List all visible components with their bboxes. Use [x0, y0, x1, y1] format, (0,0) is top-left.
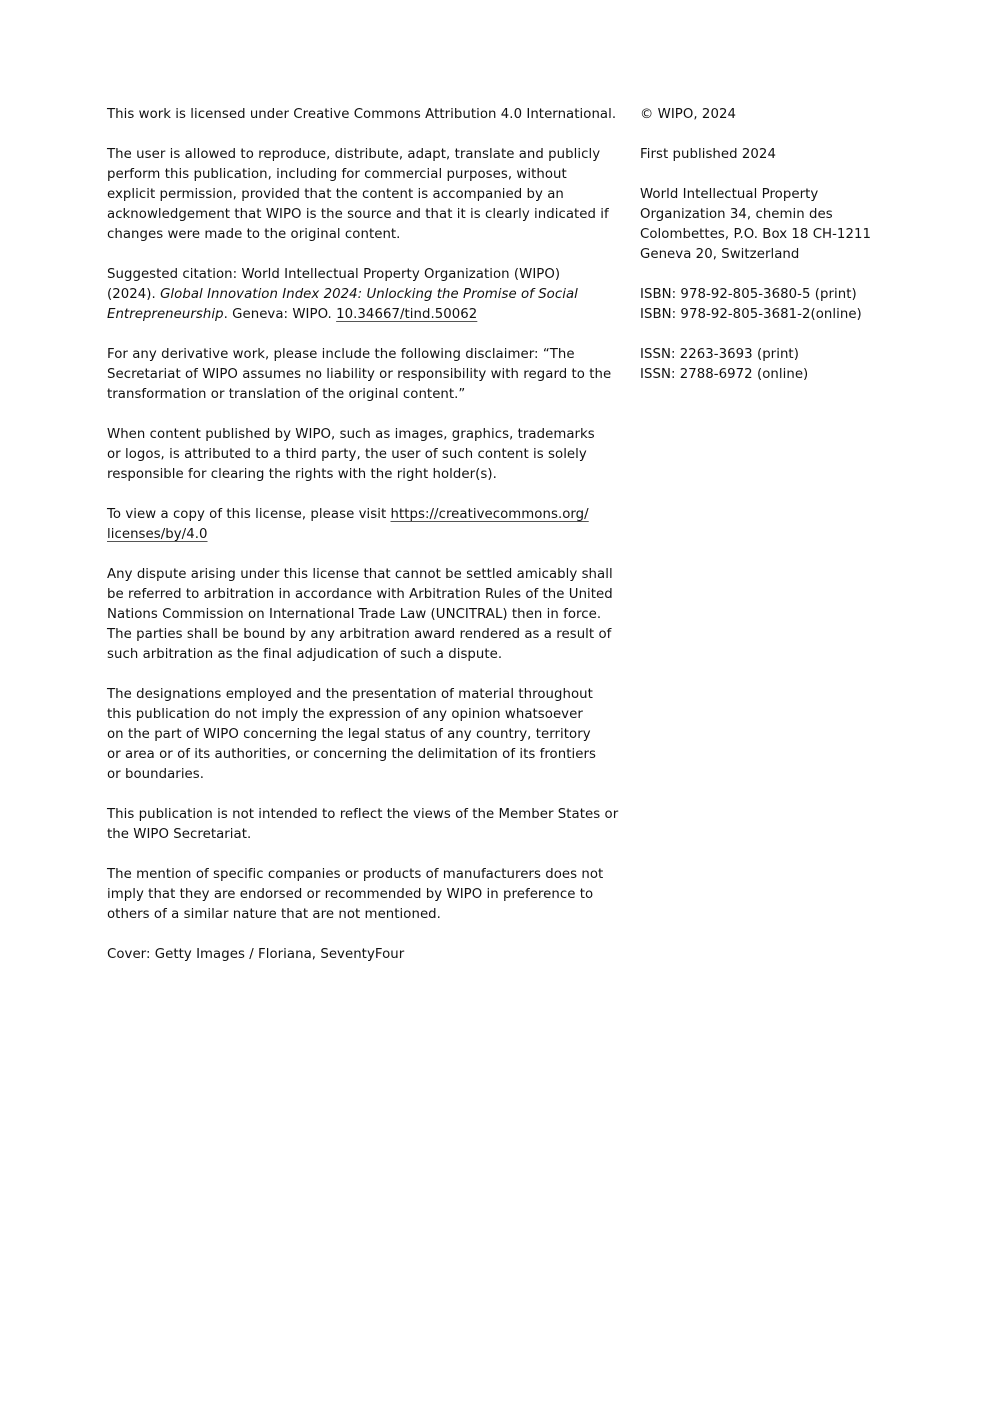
- citation-line: [107, 285, 627, 305]
- third-party-content-paragraph: [107, 425, 627, 485]
- derivative-line: Secretariat of WIPO assumes no liability or responsibility with regard to the: [107, 367, 612, 382]
- license-link-prefix: To view a copy of this license, please visit: [107, 507, 391, 522]
- doi-link[interactable]: 10.34667/tind.50062: [336, 307, 478, 322]
- cover-credit: [107, 945, 627, 965]
- citation-title-end: Entrepreneurship: [107, 307, 224, 322]
- suggested-citation-paragraph: [107, 265, 627, 325]
- designations-line: this publication do not imply the expression of any opinion whatsoever: [107, 707, 583, 722]
- license-link-line: [107, 505, 627, 525]
- derivative-line: For any derivative work, please include the following disclaimer: “The: [107, 347, 575, 362]
- dispute-paragraph: [107, 565, 627, 665]
- citation-year: (2024).: [107, 287, 161, 302]
- dispute-line: The parties shall be bound by any arbitration award rendered as a result of: [107, 627, 612, 642]
- usage-permission-line: perform this publication, including for commercial purposes, without: [107, 167, 567, 182]
- publisher-address: [640, 185, 900, 265]
- views-disclaimer-paragraph: [107, 805, 627, 845]
- license-intro-text: This work is licensed under Creative Commons Attribution 4.0 International.: [107, 107, 617, 122]
- derivative-disclaimer-paragraph: [107, 345, 627, 405]
- usage-permission-line: The user is allowed to reproduce, distribute, adapt, translate and publicly: [107, 147, 601, 162]
- issn-block: [640, 345, 900, 385]
- license-url-link[interactable]: https://creativecommons.org/: [390, 507, 589, 522]
- license-url-link-continued[interactable]: licenses/by/4.0: [107, 527, 208, 542]
- citation-publisher: . Geneva: WIPO.: [223, 307, 337, 322]
- designations-line: or boundaries.: [107, 767, 205, 782]
- citation-line: [107, 305, 627, 325]
- third-party-line: responsible for clearing the rights with the right holder(s).: [107, 467, 497, 482]
- cover-credit-text: Cover: Getty Images / Floriana, SeventyFour: [107, 947, 405, 962]
- views-line: the WIPO Secretariat.: [107, 827, 252, 842]
- mention-line: imply that they are endorsed or recommended by WIPO in preference to: [107, 887, 594, 902]
- citation-line: Suggested citation: World Intellectual Property Organization (WIPO): [107, 267, 561, 282]
- address-line: Geneva 20, Switzerland: [640, 247, 800, 262]
- usage-permission-line: changes were made to the original content.: [107, 227, 401, 242]
- mention-paragraph: [107, 865, 627, 925]
- license-column: [107, 105, 627, 985]
- license-link-line: [107, 525, 627, 545]
- mention-line: The mention of specific companies or products of manufacturers does not: [107, 867, 604, 882]
- designations-line: The designations employed and the presentation of material throughout: [107, 687, 593, 702]
- first-published: [640, 145, 900, 165]
- derivative-line: transformation or translation of the original content.”: [107, 387, 466, 402]
- usage-permission-line: acknowledgement that WIPO is the source and that it is clearly indicated if: [107, 207, 609, 222]
- dispute-line: Any dispute arising under this license that cannot be settled amicably shall: [107, 567, 613, 582]
- license-link-paragraph: [107, 505, 627, 545]
- third-party-line: or logos, is attributed to a third party, the user of such content is solely: [107, 447, 587, 462]
- address-line: Organization 34, chemin des: [640, 207, 833, 222]
- designations-line: on the part of WIPO concerning the legal status of any country, territory: [107, 727, 591, 742]
- dispute-line: such arbitration as the final adjudication of such a dispute.: [107, 647, 503, 662]
- dispute-line: be referred to arbitration in accordance with Arbitration Rules of the United: [107, 587, 613, 602]
- citation-title: Global Innovation Index 2024: Unlocking the Promise of Social: [160, 287, 578, 302]
- views-line: This publication is not intended to reflect the views of the Member States or: [107, 807, 619, 822]
- usage-permission-line: explicit permission, provided that the content is accompanied by an: [107, 187, 564, 202]
- copyright-notice: [640, 105, 900, 125]
- address-line: World Intellectual Property: [640, 187, 819, 202]
- issn-print: ISSN: 2263-3693 (print): [640, 347, 799, 362]
- first-published-text: First published 2024: [640, 147, 776, 162]
- designations-paragraph: [107, 685, 627, 785]
- isbn-block: [640, 285, 900, 325]
- mention-line: others of a similar nature that are not mentioned.: [107, 907, 441, 922]
- third-party-line: When content published by WIPO, such as images, graphics, trademarks: [107, 427, 595, 442]
- isbn-online: ISBN: 978-92-805-3681-2(online): [640, 307, 862, 322]
- isbn-print: ISBN: 978-92-805-3680-5 (print): [640, 287, 857, 302]
- address-line: Colombettes, P.O. Box 18 CH-1211: [640, 227, 871, 242]
- designations-line: or area or of its authorities, or concerning the delimitation of its frontiers: [107, 747, 596, 762]
- usage-permission-paragraph: [107, 145, 627, 245]
- issn-online: ISSN: 2788-6972 (online): [640, 367, 809, 382]
- dispute-line: Nations Commission on International Trade Law (UNCITRAL) then in force.: [107, 607, 602, 622]
- license-intro: [107, 105, 627, 125]
- publication-info-column: [640, 105, 900, 405]
- copyright-text: © WIPO, 2024: [640, 107, 736, 122]
